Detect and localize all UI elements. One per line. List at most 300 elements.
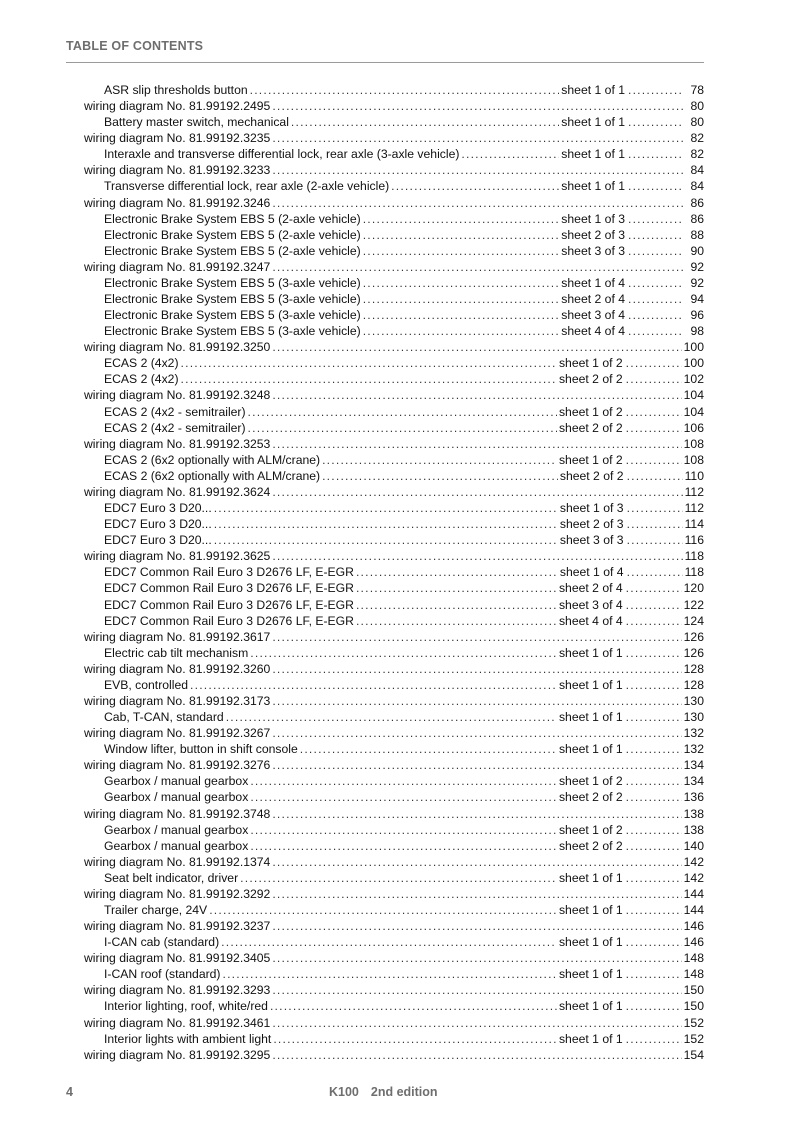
toc-title: Interaxle and transverse differential lock, rear axle (3-axle vehicle) bbox=[104, 147, 460, 162]
toc-sheet: sheet 1 of 1 bbox=[558, 710, 623, 725]
dot-leader bbox=[272, 484, 682, 500]
toc-page-number: 96 bbox=[690, 308, 704, 323]
toc-page-number: 90 bbox=[690, 243, 704, 258]
toc-page-number: 152 bbox=[683, 1015, 704, 1030]
dot-leader bbox=[272, 725, 681, 741]
dot-leader bbox=[226, 709, 557, 725]
toc-title: Interior lights with ambient light bbox=[104, 1031, 272, 1046]
toc-title: wiring diagram No. 81.99192.3247 bbox=[84, 259, 271, 274]
dot-leader bbox=[628, 275, 684, 291]
toc-sheet: sheet 2 of 2 bbox=[558, 790, 623, 805]
dot-leader bbox=[626, 902, 682, 918]
toc-entry[interactable] bbox=[84, 1031, 704, 1047]
toc-entry[interactable] bbox=[84, 741, 704, 757]
toc-title: Electronic Brake System EBS 5 (3-axle vehicle) bbox=[104, 308, 361, 323]
toc-page-number: 84 bbox=[690, 179, 704, 194]
dot-leader bbox=[626, 870, 682, 886]
toc-page-number: 100 bbox=[683, 356, 704, 371]
dot-leader bbox=[356, 597, 557, 613]
toc-entry[interactable] bbox=[84, 275, 704, 291]
toc-title: Interior lighting, roof, white/red bbox=[104, 999, 268, 1014]
toc-sheet: sheet 2 of 4 bbox=[558, 581, 623, 596]
toc-entry[interactable] bbox=[84, 613, 704, 629]
toc-title: ASR slip thresholds button bbox=[104, 83, 248, 97]
dot-leader bbox=[628, 114, 684, 130]
dot-leader bbox=[628, 178, 684, 194]
toc-sheet: sheet 1 of 3 bbox=[561, 211, 625, 226]
toc-page-number: 134 bbox=[683, 774, 704, 789]
toc-page-number: 112 bbox=[684, 484, 704, 499]
toc-page-number: 86 bbox=[690, 211, 704, 226]
dot-leader bbox=[190, 677, 557, 693]
dot-leader bbox=[626, 773, 682, 789]
toc-title: Transverse differential lock, rear axle (2-axle vehicle) bbox=[104, 179, 390, 194]
dot-leader bbox=[300, 741, 557, 757]
toc-title: wiring diagram No. 81.99192.3293 bbox=[84, 983, 271, 998]
toc-page-number: 80 bbox=[690, 99, 704, 114]
toc-page-number: 84 bbox=[690, 163, 704, 178]
dot-leader bbox=[272, 548, 682, 564]
dot-leader bbox=[626, 420, 682, 436]
dot-leader bbox=[626, 597, 682, 613]
toc-page-number: 142 bbox=[683, 854, 704, 869]
dot-leader bbox=[272, 629, 681, 645]
dot-leader bbox=[272, 693, 681, 709]
toc-page-number: 136 bbox=[683, 790, 704, 805]
dot-leader bbox=[626, 789, 682, 805]
toc-page-number: 146 bbox=[683, 919, 704, 934]
toc-page-number: 82 bbox=[690, 147, 704, 162]
toc-diagram-heading[interactable] bbox=[84, 98, 704, 114]
toc-sheet: sheet 1 of 1 bbox=[558, 935, 623, 950]
toc-entry[interactable] bbox=[84, 420, 704, 436]
toc-entry[interactable] bbox=[84, 500, 704, 516]
dot-leader bbox=[214, 516, 558, 532]
toc-diagram-heading[interactable] bbox=[84, 1015, 704, 1031]
toc-sheet: sheet 3 of 4 bbox=[561, 308, 625, 323]
toc-page-number: 82 bbox=[690, 131, 704, 146]
dot-leader bbox=[248, 404, 557, 420]
toc-entry[interactable] bbox=[84, 773, 704, 789]
toc-page-number: 104 bbox=[683, 388, 704, 403]
dot-leader bbox=[214, 532, 558, 548]
dot-leader bbox=[272, 259, 684, 275]
toc-diagram-heading[interactable] bbox=[84, 725, 704, 741]
toc-sheet: sheet 2 of 2 bbox=[559, 468, 624, 483]
toc-page-number: 116 bbox=[684, 533, 704, 548]
dot-leader bbox=[363, 323, 560, 339]
dot-leader bbox=[272, 436, 681, 452]
dot-leader bbox=[181, 371, 557, 387]
toc-title: wiring diagram No. 81.99192.1374 bbox=[84, 854, 271, 869]
toc-title: wiring diagram No. 81.99192.2495 bbox=[84, 99, 271, 114]
toc-title: wiring diagram No. 81.99192.3461 bbox=[84, 1015, 271, 1030]
dot-leader bbox=[363, 275, 560, 291]
toc-title: Electric cab tilt mechanism bbox=[104, 645, 249, 660]
toc-diagram-heading[interactable] bbox=[84, 259, 704, 275]
dot-leader bbox=[626, 741, 682, 757]
dot-leader bbox=[626, 934, 682, 950]
toc-title: I-CAN roof (standard) bbox=[104, 967, 221, 982]
dot-leader bbox=[272, 757, 681, 773]
toc-sheet: sheet 1 of 1 bbox=[558, 902, 623, 917]
toc-diagram-heading[interactable] bbox=[84, 436, 704, 452]
toc-entry[interactable] bbox=[84, 902, 704, 918]
toc-title: wiring diagram No. 81.99192.3246 bbox=[84, 195, 271, 210]
toc-page-number: 118 bbox=[684, 565, 704, 580]
dot-leader bbox=[626, 822, 682, 838]
toc-title: wiring diagram No. 81.99192.3235 bbox=[84, 131, 271, 146]
dot-leader bbox=[626, 709, 682, 725]
toc-entry[interactable] bbox=[84, 82, 704, 98]
toc-page-number: 114 bbox=[684, 517, 704, 532]
toc-diagram-heading[interactable] bbox=[84, 339, 704, 355]
dot-leader bbox=[272, 950, 681, 966]
dot-leader bbox=[272, 982, 681, 998]
toc-entry[interactable] bbox=[84, 404, 704, 420]
dot-leader bbox=[250, 773, 557, 789]
dot-leader bbox=[272, 195, 684, 211]
toc-page-number: 132 bbox=[683, 726, 704, 741]
dot-leader bbox=[391, 178, 559, 194]
toc-page-number: 140 bbox=[683, 838, 704, 853]
toc-page-number: 138 bbox=[683, 822, 704, 837]
toc-entry[interactable] bbox=[84, 677, 704, 693]
toc-sheet: sheet 1 of 2 bbox=[558, 404, 623, 419]
footer-page-number: 4 bbox=[66, 1085, 73, 1099]
toc-page-number: 138 bbox=[683, 806, 704, 821]
toc-diagram-heading[interactable] bbox=[84, 629, 704, 645]
dot-leader bbox=[223, 966, 557, 982]
dot-leader bbox=[363, 227, 560, 243]
toc-diagram-heading[interactable] bbox=[84, 130, 704, 146]
toc-title: EDC7 Common Rail Euro 3 D2676 LF, E-EGR bbox=[104, 565, 354, 580]
toc-page-number: 104 bbox=[683, 404, 704, 419]
dot-leader bbox=[272, 918, 681, 934]
toc-page-number: 112 bbox=[684, 501, 704, 516]
dot-leader bbox=[291, 114, 559, 130]
toc-entry[interactable] bbox=[84, 468, 704, 484]
toc-title: Battery master switch, mechanical bbox=[104, 115, 289, 130]
dot-leader bbox=[322, 468, 558, 484]
toc-sheet: sheet 1 of 1 bbox=[558, 1031, 623, 1046]
dot-leader bbox=[356, 613, 557, 629]
toc-title: wiring diagram No. 81.99192.3260 bbox=[84, 661, 271, 676]
toc-sheet: sheet 2 of 2 bbox=[558, 420, 623, 435]
toc-title: EDC7 Common Rail Euro 3 D2676 LF, E-EGR bbox=[104, 613, 354, 628]
toc-page-number: 128 bbox=[683, 661, 704, 676]
footer-model: K100 bbox=[329, 1085, 359, 1099]
toc-page-number: 94 bbox=[690, 292, 704, 307]
toc-entry[interactable] bbox=[84, 227, 704, 243]
toc-diagram-heading[interactable] bbox=[84, 484, 704, 500]
toc-sheet: sheet 1 of 2 bbox=[558, 452, 623, 467]
toc-sheet: sheet 3 of 3 bbox=[559, 533, 624, 548]
dot-leader bbox=[626, 404, 682, 420]
toc-entry[interactable] bbox=[84, 822, 704, 838]
toc-sheet: sheet 2 of 2 bbox=[558, 838, 623, 853]
toc-page-number: 144 bbox=[683, 902, 704, 917]
table-of-contents bbox=[84, 82, 704, 1063]
toc-title: wiring diagram No. 81.99192.3248 bbox=[84, 388, 271, 403]
toc-title: wiring diagram No. 81.99192.3267 bbox=[84, 726, 271, 741]
toc-page-number: 132 bbox=[683, 742, 704, 757]
toc-entry[interactable] bbox=[84, 452, 704, 468]
toc-title: EDC7 Common Rail Euro 3 D2676 LF, E-EGR bbox=[104, 597, 354, 612]
toc-diagram-heading[interactable] bbox=[84, 806, 704, 822]
toc-diagram-heading[interactable] bbox=[84, 195, 704, 211]
toc-diagram-heading[interactable] bbox=[84, 387, 704, 403]
toc-title: EDC7 Euro 3 D20... bbox=[104, 501, 212, 516]
toc-page-number: 150 bbox=[683, 983, 704, 998]
toc-entry[interactable] bbox=[84, 709, 704, 725]
dot-leader bbox=[250, 822, 557, 838]
toc-page-number: 92 bbox=[690, 259, 704, 274]
dot-leader bbox=[628, 227, 684, 243]
toc-page-number: 144 bbox=[683, 886, 704, 901]
toc-page-number: 130 bbox=[683, 693, 704, 708]
toc-page-number: 124 bbox=[683, 613, 704, 628]
toc-diagram-heading[interactable] bbox=[84, 693, 704, 709]
toc-title: Cab, T-CAN, standard bbox=[104, 710, 224, 725]
dot-leader bbox=[240, 870, 557, 886]
header-divider bbox=[66, 62, 704, 63]
toc-page-number: 150 bbox=[683, 999, 704, 1014]
toc-diagram-heading[interactable] bbox=[84, 918, 704, 934]
toc-page-number: 154 bbox=[683, 1047, 704, 1062]
dot-leader bbox=[322, 452, 557, 468]
toc-diagram-heading[interactable] bbox=[84, 162, 704, 178]
toc-page-number: 142 bbox=[683, 870, 704, 885]
toc-page-number: 88 bbox=[690, 227, 704, 242]
toc-title: EVB, controlled bbox=[104, 677, 189, 692]
toc-page-number: 118 bbox=[684, 549, 704, 564]
toc-entry[interactable] bbox=[84, 580, 704, 596]
dot-leader bbox=[272, 387, 681, 403]
toc-title: EDC7 Euro 3 D20... bbox=[104, 517, 212, 532]
toc-sheet: sheet 1 of 1 bbox=[558, 967, 623, 982]
dot-leader bbox=[272, 339, 681, 355]
toc-page-number: 134 bbox=[683, 758, 704, 773]
toc-sheet: sheet 2 of 3 bbox=[559, 517, 624, 532]
toc-page-number: 98 bbox=[690, 324, 704, 339]
dot-leader bbox=[627, 500, 683, 516]
dot-leader bbox=[270, 998, 557, 1014]
toc-sheet: sheet 1 of 3 bbox=[559, 501, 624, 516]
toc-title: wiring diagram No. 81.99192.3237 bbox=[84, 919, 271, 934]
toc-sheet: sheet 2 of 4 bbox=[561, 292, 625, 307]
toc-entry[interactable] bbox=[84, 870, 704, 886]
dot-leader bbox=[250, 838, 557, 854]
toc-title: ECAS 2 (6x2 optionally with ALM/crane) bbox=[104, 452, 321, 467]
dot-leader bbox=[273, 1031, 557, 1047]
dot-leader bbox=[363, 291, 560, 307]
toc-entry[interactable] bbox=[84, 355, 704, 371]
toc-entry[interactable] bbox=[84, 789, 704, 805]
toc-entry[interactable] bbox=[84, 838, 704, 854]
toc-title: EDC7 Euro 3 D20... bbox=[104, 533, 212, 548]
dot-leader bbox=[250, 82, 560, 98]
toc-title: Gearbox / manual gearbox bbox=[104, 838, 249, 853]
toc-page-number: 148 bbox=[683, 967, 704, 982]
toc-title: wiring diagram No. 81.99192.3625 bbox=[84, 549, 271, 564]
toc-entry[interactable] bbox=[84, 323, 704, 339]
toc-title: wiring diagram No. 81.99192.3250 bbox=[84, 340, 271, 355]
dot-leader bbox=[461, 146, 559, 162]
toc-title: wiring diagram No. 81.99192.3173 bbox=[84, 693, 271, 708]
toc-page-number: 146 bbox=[683, 935, 704, 950]
toc-sheet: sheet 1 of 2 bbox=[558, 822, 623, 837]
toc-page-number: 130 bbox=[683, 710, 704, 725]
toc-title: wiring diagram No. 81.99192.3405 bbox=[84, 951, 271, 966]
footer-edition: 2nd edition bbox=[370, 1085, 438, 1099]
toc-title: ECAS 2 (6x2 optionally with ALM/crane) bbox=[104, 468, 321, 483]
toc-entry[interactable] bbox=[84, 243, 704, 259]
toc-diagram-heading[interactable] bbox=[84, 757, 704, 773]
toc-page-number: 126 bbox=[683, 645, 704, 660]
toc-entry[interactable] bbox=[84, 146, 704, 162]
toc-diagram-heading[interactable] bbox=[84, 854, 704, 870]
toc-diagram-heading[interactable] bbox=[84, 1047, 704, 1063]
toc-sheet: sheet 1 of 1 bbox=[561, 147, 625, 162]
toc-page-number: 126 bbox=[683, 629, 704, 644]
toc-entry[interactable] bbox=[84, 211, 704, 227]
toc-sheet: sheet 1 of 1 bbox=[558, 742, 623, 757]
toc-sheet: sheet 1 of 1 bbox=[558, 645, 623, 660]
toc-sheet: sheet 4 of 4 bbox=[561, 324, 625, 339]
toc-entry[interactable] bbox=[84, 934, 704, 950]
dot-leader bbox=[272, 806, 681, 822]
toc-sheet: sheet 1 of 1 bbox=[558, 870, 623, 885]
toc-diagram-heading[interactable] bbox=[84, 886, 704, 902]
toc-entry[interactable] bbox=[84, 307, 704, 323]
toc-page-number: 110 bbox=[684, 468, 704, 483]
toc-title: Electronic Brake System EBS 5 (3-axle vehicle) bbox=[104, 324, 361, 339]
dot-leader bbox=[272, 1047, 681, 1063]
footer-title bbox=[329, 1085, 438, 1099]
dot-leader bbox=[628, 291, 684, 307]
dot-leader bbox=[363, 243, 560, 259]
toc-title: ECAS 2 (4x2) bbox=[104, 372, 179, 387]
dot-leader bbox=[272, 98, 684, 114]
toc-diagram-heading[interactable] bbox=[84, 982, 704, 998]
toc-title: wiring diagram No. 81.99192.3253 bbox=[84, 436, 271, 451]
toc-title: wiring diagram No. 81.99192.3292 bbox=[84, 886, 271, 901]
toc-sheet: sheet 1 of 4 bbox=[561, 275, 625, 290]
toc-page-number: 106 bbox=[683, 420, 704, 435]
dot-leader bbox=[628, 323, 684, 339]
toc-title: wiring diagram No. 81.99192.3233 bbox=[84, 163, 271, 178]
toc-title: Seat belt indicator, driver bbox=[104, 870, 239, 885]
dot-leader bbox=[626, 580, 682, 596]
toc-title: wiring diagram No. 81.99192.3617 bbox=[84, 629, 271, 644]
dot-leader bbox=[248, 420, 557, 436]
toc-page-number: 122 bbox=[683, 597, 704, 612]
toc-sheet: sheet 2 of 3 bbox=[561, 227, 625, 242]
toc-page-number: 152 bbox=[683, 1031, 704, 1046]
toc-title: I-CAN cab (standard) bbox=[104, 935, 220, 950]
dot-leader bbox=[627, 468, 683, 484]
toc-page-number: 102 bbox=[683, 372, 704, 387]
toc-title: Gearbox / manual gearbox bbox=[104, 822, 249, 837]
toc-title: Window lifter, button in shift console bbox=[104, 742, 298, 757]
toc-page-number: 78 bbox=[690, 83, 704, 97]
toc-entry[interactable] bbox=[84, 291, 704, 307]
toc-sheet: sheet 4 of 4 bbox=[558, 613, 623, 628]
toc-diagram-heading[interactable] bbox=[84, 950, 704, 966]
toc-title: Electronic Brake System EBS 5 (2-axle vehicle) bbox=[104, 243, 361, 258]
toc-sheet: sheet 2 of 2 bbox=[558, 372, 623, 387]
toc-title: ECAS 2 (4x2 - semitrailer) bbox=[104, 420, 246, 435]
toc-entry[interactable] bbox=[84, 966, 704, 982]
dot-leader bbox=[363, 307, 560, 323]
toc-sheet: sheet 1 of 2 bbox=[558, 356, 623, 371]
toc-title: ECAS 2 (4x2 - semitrailer) bbox=[104, 404, 246, 419]
toc-title: wiring diagram No. 81.99192.3295 bbox=[84, 1047, 271, 1062]
toc-title: Gearbox / manual gearbox bbox=[104, 790, 249, 805]
toc-title: wiring diagram No. 81.99192.3624 bbox=[84, 484, 271, 499]
toc-entry[interactable] bbox=[84, 178, 704, 194]
toc-sheet: sheet 1 of 2 bbox=[558, 774, 623, 789]
dot-leader bbox=[626, 1031, 682, 1047]
dot-leader bbox=[272, 1015, 681, 1031]
toc-title: wiring diagram No. 81.99192.3748 bbox=[84, 806, 271, 821]
dot-leader bbox=[628, 146, 684, 162]
toc-entry[interactable] bbox=[84, 516, 704, 532]
dot-leader bbox=[626, 998, 682, 1014]
dot-leader bbox=[250, 789, 557, 805]
dot-leader bbox=[356, 564, 558, 580]
dot-leader bbox=[627, 516, 683, 532]
toc-entry[interactable] bbox=[84, 114, 704, 130]
toc-title: Gearbox / manual gearbox bbox=[104, 774, 249, 789]
toc-title: Electronic Brake System EBS 5 (3-axle vehicle) bbox=[104, 292, 361, 307]
dot-leader bbox=[626, 677, 682, 693]
dot-leader bbox=[627, 532, 683, 548]
dot-leader bbox=[628, 243, 684, 259]
dot-leader bbox=[626, 613, 682, 629]
toc-sheet: sheet 1 of 1 bbox=[561, 179, 625, 194]
toc-entry[interactable] bbox=[84, 998, 704, 1014]
toc-title: Trailer charge, 24V bbox=[104, 902, 208, 917]
dot-leader bbox=[272, 130, 684, 146]
dot-leader bbox=[250, 645, 557, 661]
dot-leader bbox=[221, 934, 557, 950]
dot-leader bbox=[628, 307, 684, 323]
toc-entry[interactable] bbox=[84, 564, 704, 580]
toc-title: wiring diagram No. 81.99192.3276 bbox=[84, 758, 271, 773]
toc-diagram-heading[interactable] bbox=[84, 548, 704, 564]
dot-leader bbox=[356, 580, 557, 596]
dot-leader bbox=[272, 886, 681, 902]
dot-leader bbox=[272, 854, 681, 870]
toc-entry[interactable] bbox=[84, 532, 704, 548]
toc-entry[interactable] bbox=[84, 645, 704, 661]
dot-leader bbox=[626, 645, 682, 661]
toc-page-number: 80 bbox=[690, 115, 704, 130]
dot-leader bbox=[272, 661, 681, 677]
toc-page-number: 86 bbox=[690, 195, 704, 210]
toc-diagram-heading[interactable] bbox=[84, 661, 704, 677]
page-header-title: TABLE OF CONTENTS bbox=[66, 39, 204, 53]
toc-sheet: sheet 1 of 1 bbox=[558, 677, 623, 692]
toc-entry[interactable] bbox=[84, 597, 704, 613]
toc-sheet: sheet 1 of 4 bbox=[559, 565, 624, 580]
toc-entry[interactable] bbox=[84, 371, 704, 387]
dot-leader bbox=[214, 500, 558, 516]
toc-page-number: 92 bbox=[690, 275, 704, 290]
toc-sheet: sheet 3 of 3 bbox=[561, 243, 625, 258]
